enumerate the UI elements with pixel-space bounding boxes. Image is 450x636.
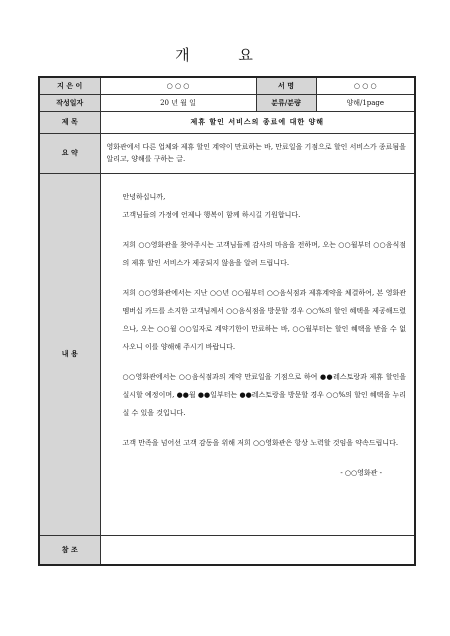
content-paragraph-greeting: 안녕하십니까, 고객님들의 가정에 언제나 행복이 함께 하시길 기원합니다. xyxy=(122,192,301,219)
signature-label: 서 명 xyxy=(256,77,316,94)
subject-label: 제 목 xyxy=(39,111,100,133)
reference-value xyxy=(100,535,415,565)
document-title: 개 요 xyxy=(175,46,275,64)
content-label: 내 용 xyxy=(39,173,100,535)
category-value: 양해/1page xyxy=(316,94,415,111)
author-label: 지 은 이 xyxy=(39,77,100,94)
signature-value: ○ ○ ○ xyxy=(316,77,415,94)
category-label: 분류/분량 xyxy=(256,94,316,111)
subject-value: 제휴 할인 서비스의 종료에 대한 양해 xyxy=(100,111,415,133)
date-value: 20 년 월 일 xyxy=(100,94,256,111)
reference-row xyxy=(39,535,415,565)
summary-value: 영화관에서 다른 업체와 제휴 할인 계약이 만료하는 바, 만료일을 기점으로 할인 서비스가 종료됨을 알리고, 양해를 구하는 글. xyxy=(100,133,415,173)
content-paragraph-notice: 저희 ○○영화관을 찾아주시는 고객님들께 감사의 마음을 전하며, 오는 ○○월부터 ○○음식점의 제휴 할인 서비스가 제공되지 않음을 알려 드립니다. xyxy=(122,240,406,267)
date-row xyxy=(39,94,415,111)
reference-label: 참 조 xyxy=(39,535,100,565)
content-body xyxy=(100,173,415,535)
content-row xyxy=(39,173,415,535)
author-row xyxy=(39,77,415,94)
content-signature: - ○○영화관 - xyxy=(340,468,382,477)
content-paragraph-closing: 고객 만족을 넘어선 고객 감동을 위해 저희 ○○영화관은 항상 노력할 것임을 약속드립니다. xyxy=(122,438,399,447)
summary-form-table xyxy=(38,76,416,566)
content-paragraph-new-partner: ○○영화관에서는 ○○음식점과의 계약 만료일을 기점으로 하여 ●●레스토랑과 제휴 할인을 실시할 예정이며, ●●월 ●●일부터는 ●●레스토랑을 방문할 경우 ○○%의 할인 혜택을 누리실 수 있을 것입니다. xyxy=(122,372,406,417)
author-value: ○ ○ ○ xyxy=(100,77,256,94)
subject-row xyxy=(39,111,415,133)
summary-label: 요 약 xyxy=(39,133,100,173)
content-paragraph-details: 저희 ○○영화관에서는 지난 ○○년 ○○월부터 ○○음식점과 제휴계약을 체결하여, 본 영화관 멤버십 카드를 소지한 고객님께서 ○○음식점을 방문할 경우 ○○%의 할인 혜택을 제공해드렸으나, 오는 ○○월 ○○일자로 계약기한이 만료하는 바, ○○월부터는 할인 혜택을 받을 수 없사오니 이를 양해해 주시기 바랍니다. xyxy=(122,288,406,351)
summary-row xyxy=(39,133,415,173)
date-label: 작성일자 xyxy=(39,94,100,111)
